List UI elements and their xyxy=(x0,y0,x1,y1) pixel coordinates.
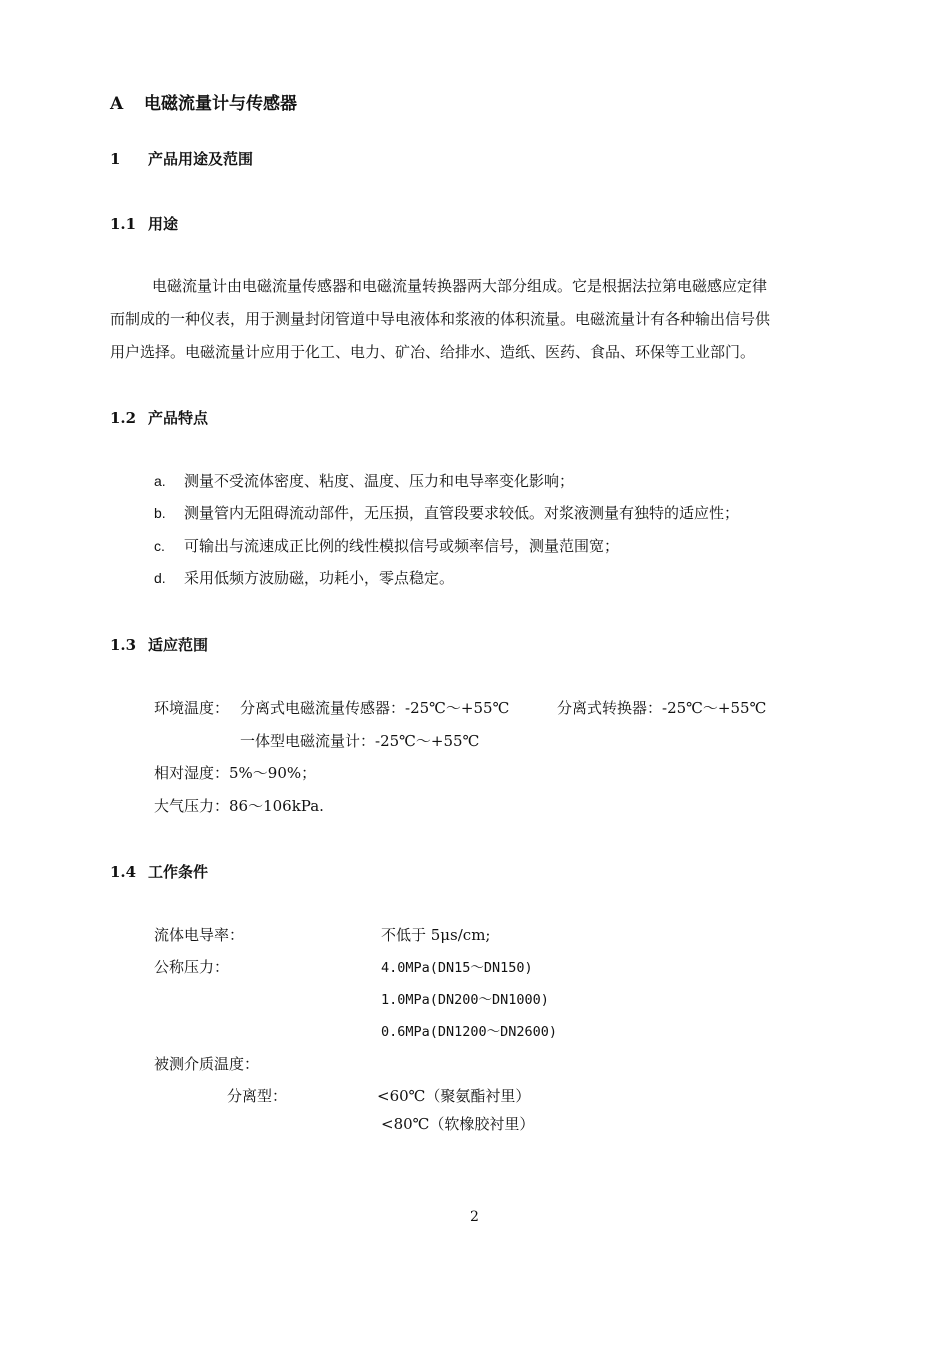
list-marker: c. xyxy=(154,538,165,554)
section-1-heading xyxy=(110,148,253,169)
separate-type-value: <60℃（聚氨酯衬里） xyxy=(377,1087,531,1105)
section-title: 用途 xyxy=(148,215,179,233)
section-title: 工作条件 xyxy=(148,863,209,881)
section-number: 1.4 xyxy=(110,863,137,881)
section-number: 1.1 xyxy=(110,215,137,233)
section-1-2-heading xyxy=(110,407,208,428)
section-1-4-heading xyxy=(110,861,208,882)
env-temp-converter: 分离式转换器：-25℃～+55℃ xyxy=(557,699,767,717)
main-heading xyxy=(110,89,297,114)
conductivity-label: 流体电导率： xyxy=(154,926,245,944)
page-number: 2 xyxy=(470,1209,479,1225)
list-item-text: 可输出与流速成正比例的线性模拟信号或频率信号，测量范围宽； xyxy=(184,537,620,555)
heading-text: 电磁流量计与传感器 xyxy=(144,94,297,114)
separate-type-value: <80℃（软橡胶衬里） xyxy=(381,1115,535,1133)
conductivity-value: 不低于 5μs/cm; xyxy=(381,926,491,944)
relative-humidity: 相对湿度：5%～90%； xyxy=(154,764,317,782)
feature-item-b xyxy=(154,497,739,529)
section-number: 1 xyxy=(110,150,121,168)
medium-temp-label: 被测介质温度： xyxy=(154,1055,260,1073)
list-item-text: 采用低频方波励磁，功耗小，零点稳定。 xyxy=(184,569,455,587)
paragraph-line: 而制成的一种仪表，用于测量封闭管道中导电液体和浆液的体积流量。电磁流量计有各种输出信号供 xyxy=(110,310,771,328)
nominal-pressure-value: 0.6MPa(DN1200～DN2600) xyxy=(381,1024,558,1040)
section-title: 产品特点 xyxy=(148,409,209,427)
nominal-pressure-value: 4.0MPa(DN15～DN150) xyxy=(381,960,533,976)
list-marker: d. xyxy=(154,570,166,586)
section-number: 1.3 xyxy=(110,636,137,654)
env-temp-label: 环境温度： xyxy=(154,699,230,717)
feature-item-c xyxy=(154,530,619,562)
separate-type-label: 分离型： xyxy=(227,1087,288,1105)
usage-paragraph xyxy=(110,270,840,369)
nominal-pressure-label: 公称压力： xyxy=(154,958,230,976)
env-temp-integrated: 一体型电磁流量计：-25℃～+55℃ xyxy=(240,732,480,750)
env-temp-separate-sensor: 分离式电磁流量传感器：-25℃～+55℃ xyxy=(240,699,510,717)
atmospheric-pressure: 大气压力：86～106kPa. xyxy=(154,797,324,815)
feature-item-a xyxy=(154,465,574,497)
paragraph-line: 电磁流量计由电磁流量传感器和电磁流量转换器两大部分组成。它是根据法拉第电磁感应定律 xyxy=(152,277,768,295)
section-number: 1.2 xyxy=(110,409,137,427)
section-1-1-heading xyxy=(110,213,178,234)
heading-number: A xyxy=(110,94,124,114)
section-title: 产品用途及范围 xyxy=(148,150,254,168)
list-marker: b. xyxy=(154,505,166,521)
list-marker: a. xyxy=(154,473,166,489)
feature-item-d xyxy=(154,562,454,594)
section-title: 适应范围 xyxy=(148,636,209,654)
list-item-text: 测量管内无阻碍流动部件，无压损，直管段要求较低。对浆液测量有独特的适应性； xyxy=(184,504,740,522)
paragraph-line: 用户选择。电磁流量计应用于化工、电力、矿冶、给排水、造纸、医药、食品、环保等工业部门。 xyxy=(110,343,756,361)
list-item-text: 测量不受流体密度、粘度、温度、压力和电导率变化影响； xyxy=(184,472,575,490)
nominal-pressure-value: 1.0MPa(DN200～DN1000) xyxy=(381,992,549,1008)
section-1-3-heading xyxy=(110,634,208,655)
